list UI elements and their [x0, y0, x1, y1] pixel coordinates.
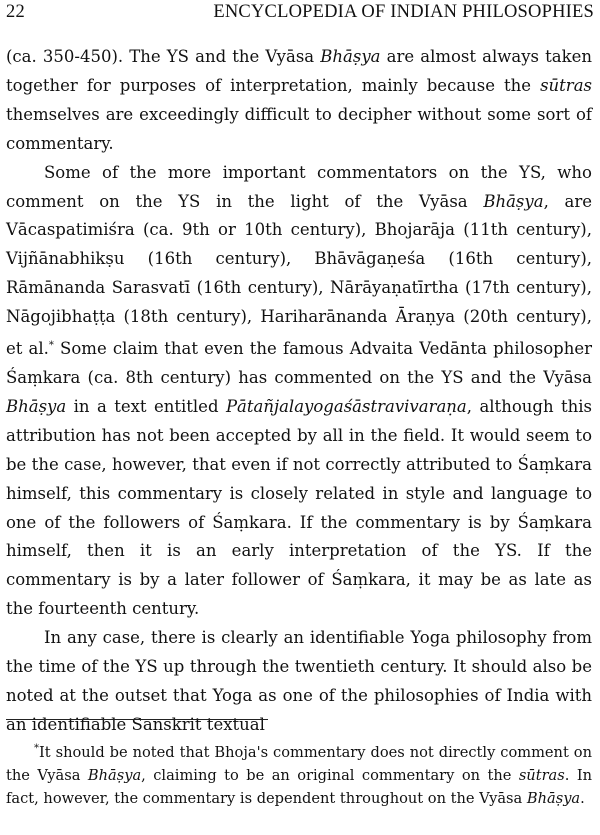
- page-number: 22: [6, 2, 25, 22]
- text-run: , are Vācaspatimiśra (ca. 9th or 10th century), Bhojarāja (11th century), Vijñānabhikṣu (16th century), Bhāvāgaṇeśa (16th century), Rāmānanda Sarasvatī (16th century), Nārāyaṇatīrtha (17th century), Nāgojibhaṭṭa (18th century), Hariharānanda Āraṇya (20th century), et al.: [6, 191, 592, 359]
- italic-term: Bhāṣya: [6, 396, 67, 416]
- text-run: In any case, there is clearly an identifiable Yoga philosophy from the time of the YS up through the twentieth century. It should also be noted at the outset that Yoga as one of the philosophies of India with an identifiable Sanskrit textual: [6, 628, 592, 734]
- italic-term: sūtras: [518, 767, 565, 784]
- paragraph-1: [6, 43, 592, 159]
- footnote-marker: *: [34, 743, 39, 754]
- text-run: themselves are exceedingly difficult to decipher without some sort of commentary.: [6, 104, 592, 153]
- text-run: , although this attribution has not been accepted by all in the field. It would seem to be the case, however, that even if not correctly attributed to Śaṃkara himself, this commentary is closely related in style and language to one of the followers of Śaṃkara. If the commentary is by Śaṃkara himself, then it is an early interpretation of the YS. If the commentary is by a later follower of Śaṃkara, it may be as late as the fourteenth century.: [6, 396, 592, 619]
- text-run: in a text entitled: [66, 396, 226, 416]
- text-run: . In fact, however, the commentary is dependent throughout on the Vyāsa: [6, 767, 592, 807]
- italic-term: Bhāṣya: [87, 767, 142, 784]
- text-run: .: [580, 790, 585, 807]
- footnote: [6, 737, 592, 810]
- italic-term: Bhāṣya: [526, 790, 581, 807]
- text-run: Some of the more important commentators on the YS, who comment on the YS in the light of the Vyāsa: [6, 162, 592, 211]
- paragraph-3: [6, 624, 592, 740]
- italic-term: Pātañjalayogaśāstravivaraṇa: [225, 396, 467, 416]
- italic-term: sūtras: [540, 75, 592, 95]
- body-text: [6, 43, 592, 740]
- text-run: are almost always taken together for purposes of interpretation, mainly because the: [6, 47, 593, 95]
- footnote-marker: *: [48, 340, 54, 352]
- footnote-rule: [6, 719, 268, 720]
- text-run: (ca. 350-450). The YS and the Vyāsa: [6, 47, 321, 66]
- running-head: ENCYCLOPEDIA OF INDIAN PHILOSOPHIES: [213, 2, 594, 22]
- text-run: Some claim that even the famous Advaita Vedānta philosopher Śaṃkara (ca. 8th century) has commented on the YS and the Vyāsa: [6, 339, 592, 387]
- text-run: It should be noted that Bhoja's commentary does not directly comment on the Vyāsa: [6, 744, 592, 784]
- italic-term: Bhāṣya: [320, 47, 381, 66]
- paragraph-2: [6, 159, 592, 625]
- text-run: , claiming to be an original commentary on the: [141, 767, 519, 784]
- italic-term: Bhāṣya: [483, 191, 544, 211]
- page-header: [6, 2, 594, 28]
